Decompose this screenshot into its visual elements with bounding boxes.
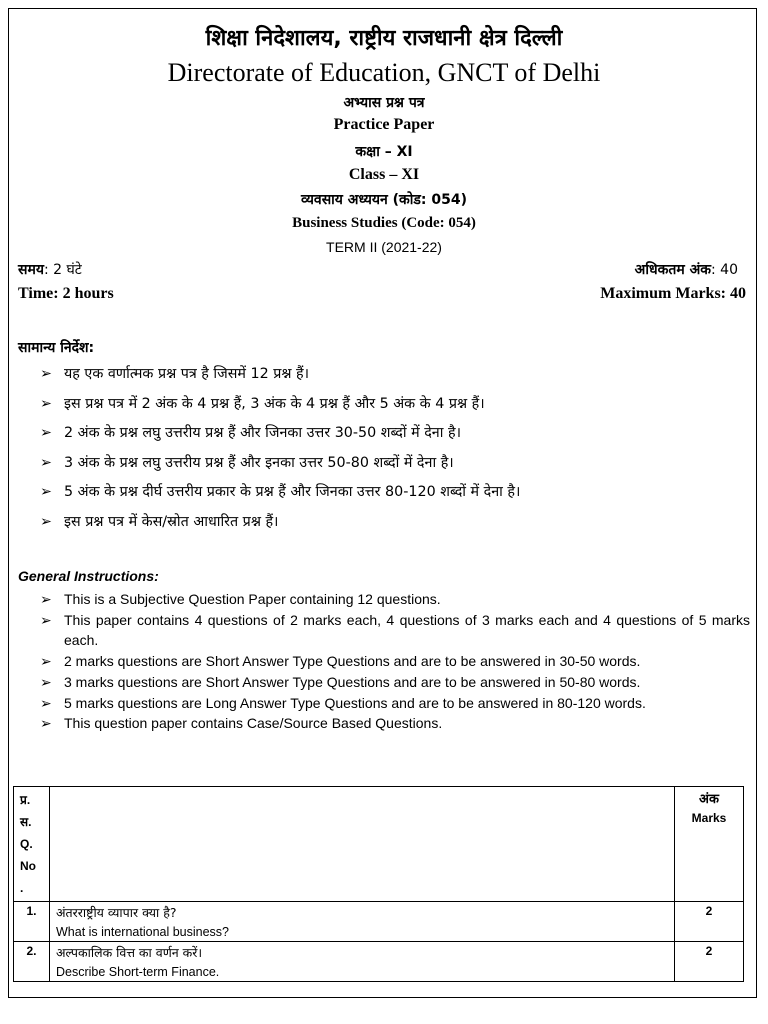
general-instructions-english-list xyxy=(40,589,750,734)
arrow-bullet-icon: ➢ xyxy=(40,715,52,732)
list-item: ➢ 5 अंक के प्रश्न दीर्घ उत्तरीय प्रकार के प्रश्न हैं और जिनका उत्तर 80-120 शब्दों में देना है। xyxy=(40,484,521,500)
general-instructions-hindi-title: सामान्य निर्देश: xyxy=(18,340,95,356)
question-marks: 2 xyxy=(675,942,744,982)
general-instructions-english-title: General Instructions: xyxy=(18,568,159,584)
arrow-bullet-icon: ➢ xyxy=(40,611,52,628)
directorate-title-english: Directorate of Education, GNCT of Delhi xyxy=(167,58,601,87)
marks-label-hindi: अधिकतम अंक xyxy=(634,262,712,278)
list-item: ➢ This paper contains 4 questions of 2 marks each, 4 questions of 3 marks each and 4 questions of 5 marks each. xyxy=(40,610,750,651)
max-marks-hindi xyxy=(635,260,738,279)
arrow-bullet-icon: ➢ xyxy=(40,484,52,500)
question-text-hindi: अल्पकालिक वित्त का वर्णन करें। xyxy=(56,945,203,960)
question-text-hindi: अंतरराष्ट्रीय व्यापार क्या है? xyxy=(56,905,177,920)
arrow-bullet-icon: ➢ xyxy=(40,653,52,670)
list-item: ➢ 3 अंक के प्रश्न लघु उत्तरीय प्रश्न हैं और इनका उत्तर 50-80 शब्दों में देना है। xyxy=(40,454,454,471)
max-marks-english: Maximum Marks: 40 xyxy=(600,285,746,302)
arrow-bullet-icon: ➢ xyxy=(40,425,52,441)
list-item: ➢ 3 marks questions are Short Answer Type Questions and are to be answered in 50-80 words. xyxy=(40,672,750,693)
subject-hindi: व्यवसाय अध्ययन (कोड: 054) xyxy=(301,192,467,208)
class-hindi: कक्षा – XI xyxy=(355,144,413,160)
practice-paper-hindi: अभ्यास प्रश्न पत्र xyxy=(343,95,425,111)
list-item: ➢ इस प्रश्न पत्र में केस/स्रोत आधारित प्रश्न हैं। xyxy=(40,513,279,530)
question-cell xyxy=(50,902,675,942)
subject-english: Business Studies (Code: 054) xyxy=(292,215,476,231)
time-english: Time: 2 hours xyxy=(18,285,114,302)
arrow-bullet-icon: ➢ xyxy=(40,366,52,382)
arrow-bullet-icon: ➢ xyxy=(40,673,52,690)
arrow-bullet-icon: ➢ xyxy=(40,591,52,607)
arrow-bullet-icon: ➢ xyxy=(40,694,52,711)
table-row xyxy=(14,942,744,982)
question-number-header: प्र. स. Q. No . xyxy=(14,787,50,902)
marks-header: अंक Marks xyxy=(675,787,744,902)
time-value-hindi: : 2 घंटे xyxy=(43,262,82,278)
arrow-bullet-icon: ➢ xyxy=(40,513,52,530)
question-number: 1. xyxy=(14,902,50,942)
list-item: ➢ यह एक वर्णात्मक प्रश्न पत्र है जिसमें 12 प्रश्न हैं। xyxy=(40,366,310,382)
list-item: ➢ 2 अंक के प्रश्न लघु उत्तरीय प्रश्न हैं और जिनका उत्तर 30-50 शब्दों में देना है। xyxy=(40,425,461,441)
arrow-bullet-icon: ➢ xyxy=(40,395,52,412)
question-number: 2. xyxy=(14,942,50,982)
time-label-hindi: समय xyxy=(18,262,44,278)
list-item: ➢ इस प्रश्न पत्र में 2 अंक के 4 प्रश्न हैं, 3 अंक के 4 प्रश्न हैं और 5 अंक के 4 प्रश्न हैं। xyxy=(40,395,485,412)
class-english: Class – XI xyxy=(348,166,420,183)
time-hindi xyxy=(18,260,82,279)
practice-paper-english: Practice Paper xyxy=(333,116,435,133)
list-item: ➢ This is a Subjective Question Paper containing 12 questions. xyxy=(40,589,750,610)
term-label: TERM II (2021-22) xyxy=(326,239,442,255)
question-marks: 2 xyxy=(675,902,744,942)
list-item: ➢ This question paper contains Case/Source Based Questions. xyxy=(40,713,750,734)
arrow-bullet-icon: ➢ xyxy=(40,454,52,471)
question-text-english: Describe Short-term Finance. xyxy=(56,965,220,979)
list-item: ➢ 5 marks questions are Long Answer Type Questions and are to be answered in 80-120 words. xyxy=(40,693,750,714)
general-instructions-hindi-list xyxy=(40,364,755,541)
question-cell xyxy=(50,942,675,982)
marks-value-hindi: : 40 xyxy=(711,262,738,278)
question-text-english: What is international business? xyxy=(56,925,230,939)
table-header-row xyxy=(14,787,744,902)
question-header xyxy=(50,787,675,902)
list-item: ➢ 2 marks questions are Short Answer Type Questions and are to be answered in 30-50 words. xyxy=(40,651,750,672)
question-table xyxy=(13,786,744,982)
table-row xyxy=(14,902,744,942)
directorate-title-hindi: शिक्षा निदेशालय, राष्ट्रीय राजधानी क्षेत्र दिल्ली xyxy=(205,26,563,51)
